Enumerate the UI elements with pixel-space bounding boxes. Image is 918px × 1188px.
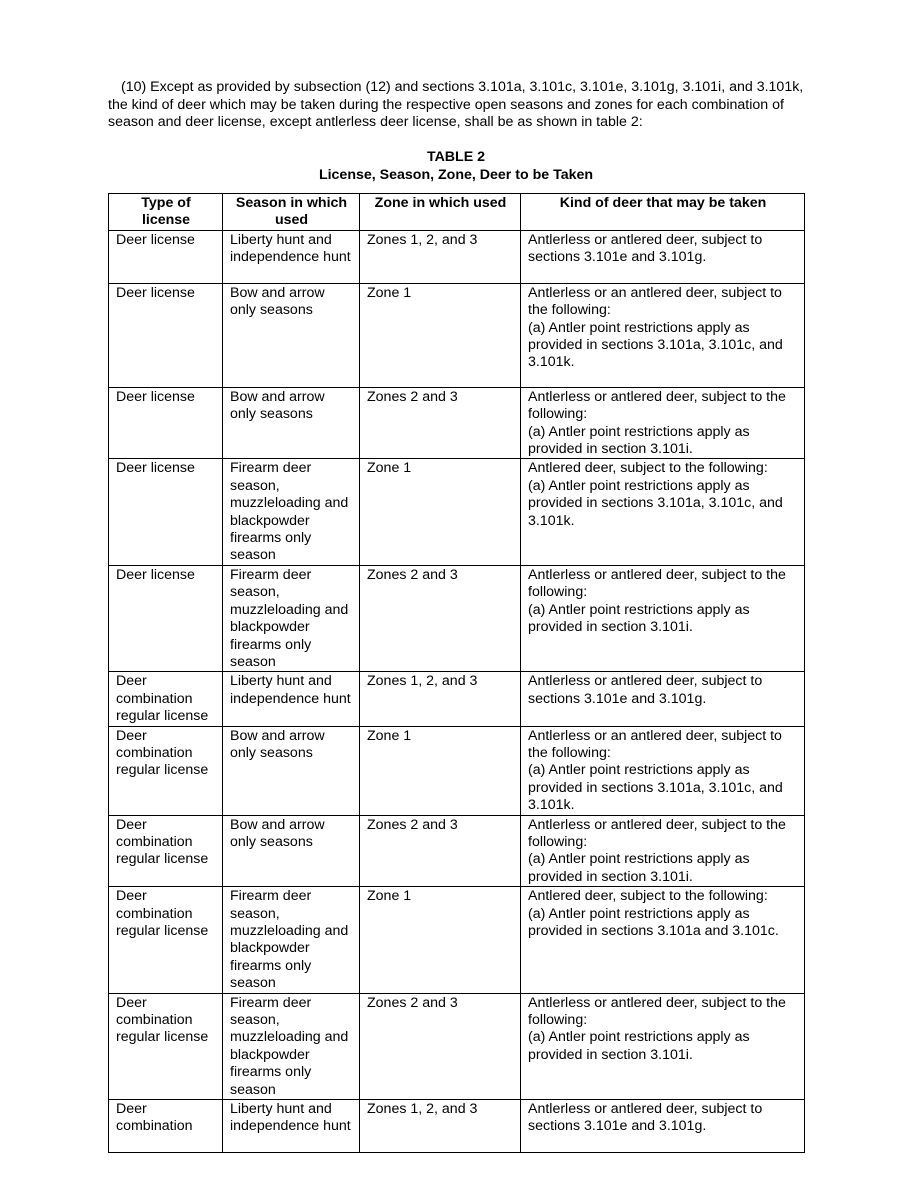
table-row (109, 887, 805, 993)
cell-license: Deer license (109, 230, 223, 283)
table-row (109, 1100, 805, 1153)
table-subtitle: License, Season, Zone, Deer to be Taken (318, 166, 594, 183)
cell-zone: Zones 2 and 3 (360, 993, 521, 1099)
header-zone: Zone in which used (360, 194, 521, 231)
cell-season: Bow and arrow only seasons (223, 815, 360, 887)
cell-kind: Antlerless or antlered deer, subject to sections 3.101e and 3.101g. (521, 672, 805, 726)
header-season: Season in which used (223, 194, 360, 231)
cell-season: Bow and arrow only seasons (223, 387, 360, 459)
cell-kind: Antlerless or antlered deer, subject to sections 3.101e and 3.101g. (521, 230, 805, 283)
cell-kind: Antlerless or antlered deer, subject to the following: (a) Antler point restrictions apply as provided in section 3.101i. (521, 993, 805, 1099)
cell-kind: Antlerless or antlered deer, subject to the following: (a) Antler point restrictions apply as provided in section 3.101i. (521, 565, 805, 671)
cell-license: Deer combination (109, 1100, 223, 1153)
table-header-row (109, 194, 805, 231)
cell-license: Deer license (109, 565, 223, 671)
cell-zone: Zones 1, 2, and 3 (360, 672, 521, 726)
cell-season: Firearm deer season, muzzleloading and blackpowder firearms only season (223, 887, 360, 993)
cell-license: Deer combination regular license (109, 672, 223, 726)
cell-kind: Antlerless or an antlered deer, subject to the following: (a) Antler point restrictions apply as provided in sections 3.101a, 3.101c, and 3.101k. (521, 283, 805, 387)
cell-zone: Zones 1, 2, and 3 (360, 1100, 521, 1153)
cell-zone: Zones 2 and 3 (360, 815, 521, 887)
table-caption (108, 149, 804, 184)
cell-season: Bow and arrow only seasons (223, 726, 360, 815)
table-row (109, 459, 805, 565)
table-row (109, 993, 805, 1099)
table-row (109, 726, 805, 815)
cell-zone: Zones 2 and 3 (360, 387, 521, 459)
cell-license: Deer combination regular license (109, 993, 223, 1099)
cell-zone: Zone 1 (360, 283, 521, 387)
cell-license: Deer combination regular license (109, 815, 223, 887)
cell-season: Liberty hunt and independence hunt (223, 1100, 360, 1153)
cell-season: Liberty hunt and independence hunt (223, 672, 360, 726)
cell-kind: Antlerless or antlered deer, subject to sections 3.101e and 3.101g. (521, 1100, 805, 1153)
intro-text: (10) Except as provided by subsection (12) and sections 3.101a, 3.101c, 3.101e, 3.101g, 3.101i, and 3.101k, the kind of deer which may be taken during the respective open seasons and zones for each combination of season and deer license, except antlerless deer license, shall be as shown in table 2: (108, 79, 804, 130)
cell-kind: Antlerless or an antlered deer, subject to the following: (a) Antler point restrictions apply as provided in sections 3.101a, 3.101c, and 3.101k. (521, 726, 805, 815)
cell-zone: Zone 1 (360, 459, 521, 565)
header-type-of-license: Type of license (109, 194, 223, 231)
table-row (109, 387, 805, 459)
cell-license: Deer license (109, 283, 223, 387)
cell-season: Bow and arrow only seasons (223, 283, 360, 387)
cell-kind: Antlerless or antlered deer, subject to the following: (a) Antler point restrictions apply as provided in section 3.101i. (521, 387, 805, 459)
cell-license: Deer combination regular license (109, 726, 223, 815)
cell-license: Deer license (109, 459, 223, 565)
cell-zone: Zones 2 and 3 (360, 565, 521, 671)
cell-kind: Antlerless or antlered deer, subject to the following: (a) Antler point restrictions apply as provided in section 3.101i. (521, 815, 805, 887)
table-row (109, 672, 805, 726)
license-table (108, 193, 805, 1153)
cell-season: Firearm deer season, muzzleloading and blackpowder firearms only season (223, 993, 360, 1099)
table-row (109, 230, 805, 283)
intro-paragraph (108, 79, 808, 132)
cell-zone: Zones 1, 2, and 3 (360, 230, 521, 283)
cell-zone: Zone 1 (360, 887, 521, 993)
table-title: TABLE 2 (426, 149, 486, 165)
table-body (109, 230, 805, 1152)
cell-license: Deer license (109, 387, 223, 459)
cell-kind: Antlered deer, subject to the following: (a) Antler point restrictions apply as provided in sections 3.101a and 3.101c. (521, 887, 805, 993)
table-row (109, 565, 805, 671)
table-row (109, 283, 805, 387)
header-kind-of-deer: Kind of deer that may be taken (521, 194, 805, 231)
table-row (109, 815, 805, 887)
cell-license: Deer combination regular license (109, 887, 223, 993)
cell-kind: Antlered deer, subject to the following: (a) Antler point restrictions apply as provided in sections 3.101a, 3.101c, and 3.101k. (521, 459, 805, 565)
cell-season: Firearm deer season, muzzleloading and blackpowder firearms only season (223, 565, 360, 671)
cell-season: Firearm deer season, muzzleloading and blackpowder firearms only season (223, 459, 360, 565)
cell-season: Liberty hunt and independence hunt (223, 230, 360, 283)
cell-zone: Zone 1 (360, 726, 521, 815)
